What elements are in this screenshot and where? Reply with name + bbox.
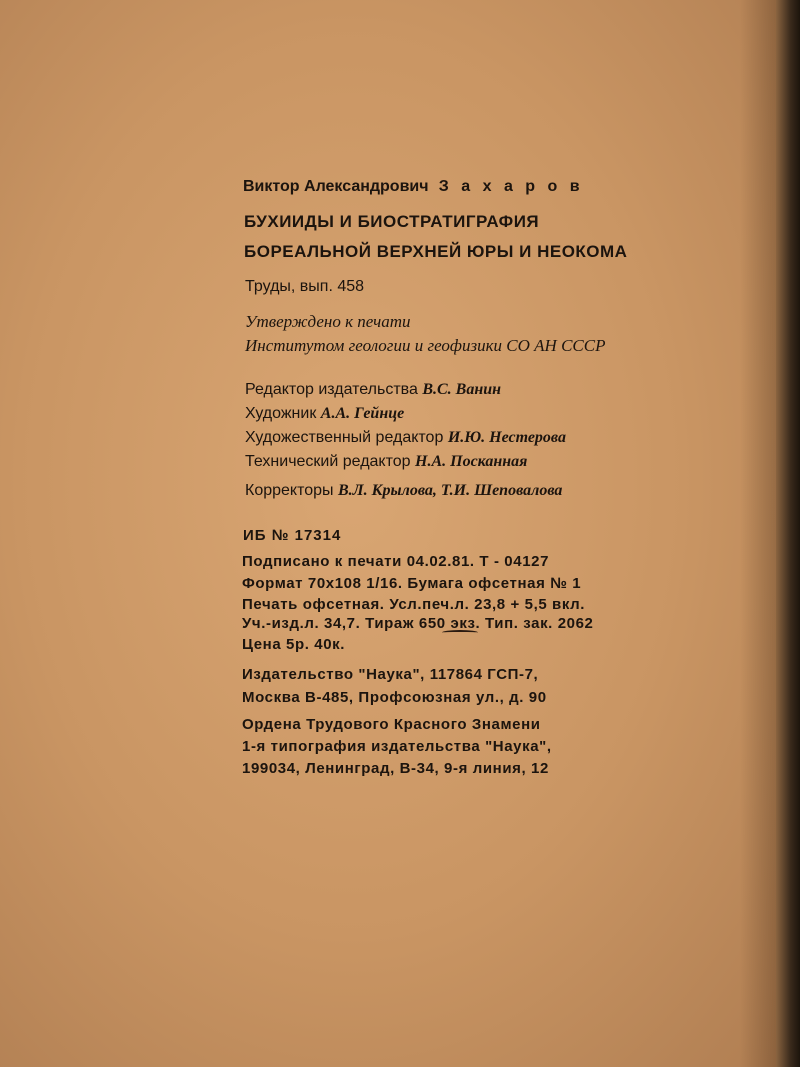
publisher-line-1: Издательство "Наука", 117864 ГСП-7, [242, 666, 539, 683]
credit-name: А.А. Гейнце [320, 405, 405, 422]
book-title-line-1: БУХИИДЫ И БИОСТРАТИГРАФИЯ [244, 212, 540, 231]
author-names: Виктор Александрович [243, 178, 429, 195]
author-line [243, 176, 584, 196]
credit-name: В.С. Ванин [422, 381, 501, 398]
credit-role: Редактор издательства [245, 381, 418, 398]
pen-mark-underline [442, 630, 478, 635]
publisher-line-2: Москва В-485, Профсоюзная ул., д. 90 [242, 689, 547, 706]
credit-art-editor [245, 429, 566, 447]
signed-to-print: Подписано к печати 04.02.81. Т - 04127 [242, 553, 550, 570]
approval-line-1: Утверждено к печати [245, 312, 411, 331]
ib-number: ИБ № 17314 [243, 527, 342, 544]
credit-name: Н.А. Посканная [415, 453, 528, 470]
format-line: Формат 70х108 1/16. Бумага офсетная № 1 [242, 575, 582, 592]
page-shadow [740, 0, 780, 1067]
author-surname: З а х а р о в [438, 178, 584, 195]
credit-role: Технический редактор [245, 453, 411, 470]
book-spine-edge [776, 0, 800, 1067]
credit-role: Художественный редактор [245, 429, 444, 446]
printer-line-2: 1-я типография издательства "Наука", [242, 738, 552, 755]
series-info: Труды, вып. 458 [245, 278, 365, 295]
print-run-line: Уч.-изд.л. 34,7. Тираж 650 экз. Тип. зак. 2062 [242, 615, 594, 632]
printer-line-3: 199034, Ленинград, В-34, 9-я линия, 12 [242, 760, 549, 777]
credit-artist [245, 405, 404, 423]
credit-role: Корректоры [245, 482, 334, 499]
approval-line-2: Институтом геологии и геофизики СО АН СССР [245, 336, 606, 355]
credit-name: В.Л. Крылова, Т.И. Шеповалова [338, 482, 563, 499]
credit-proofreaders [245, 482, 562, 500]
book-title-line-2: БОРЕАЛЬНОЙ ВЕРХНЕЙ ЮРЫ И НЕОКОМА [244, 242, 628, 261]
credit-name: И.Ю. Нестерова [447, 429, 566, 446]
printer-line-1: Ордена Трудового Красного Знамени [242, 716, 541, 733]
credit-tech-editor [245, 453, 527, 471]
credit-role: Художник [245, 405, 317, 422]
print-line: Печать офсетная. Усл.печ.л. 23,8 + 5,5 вкл. [242, 596, 586, 613]
credit-editor [245, 381, 501, 399]
price-line: Цена 5р. 40к. [242, 636, 346, 653]
